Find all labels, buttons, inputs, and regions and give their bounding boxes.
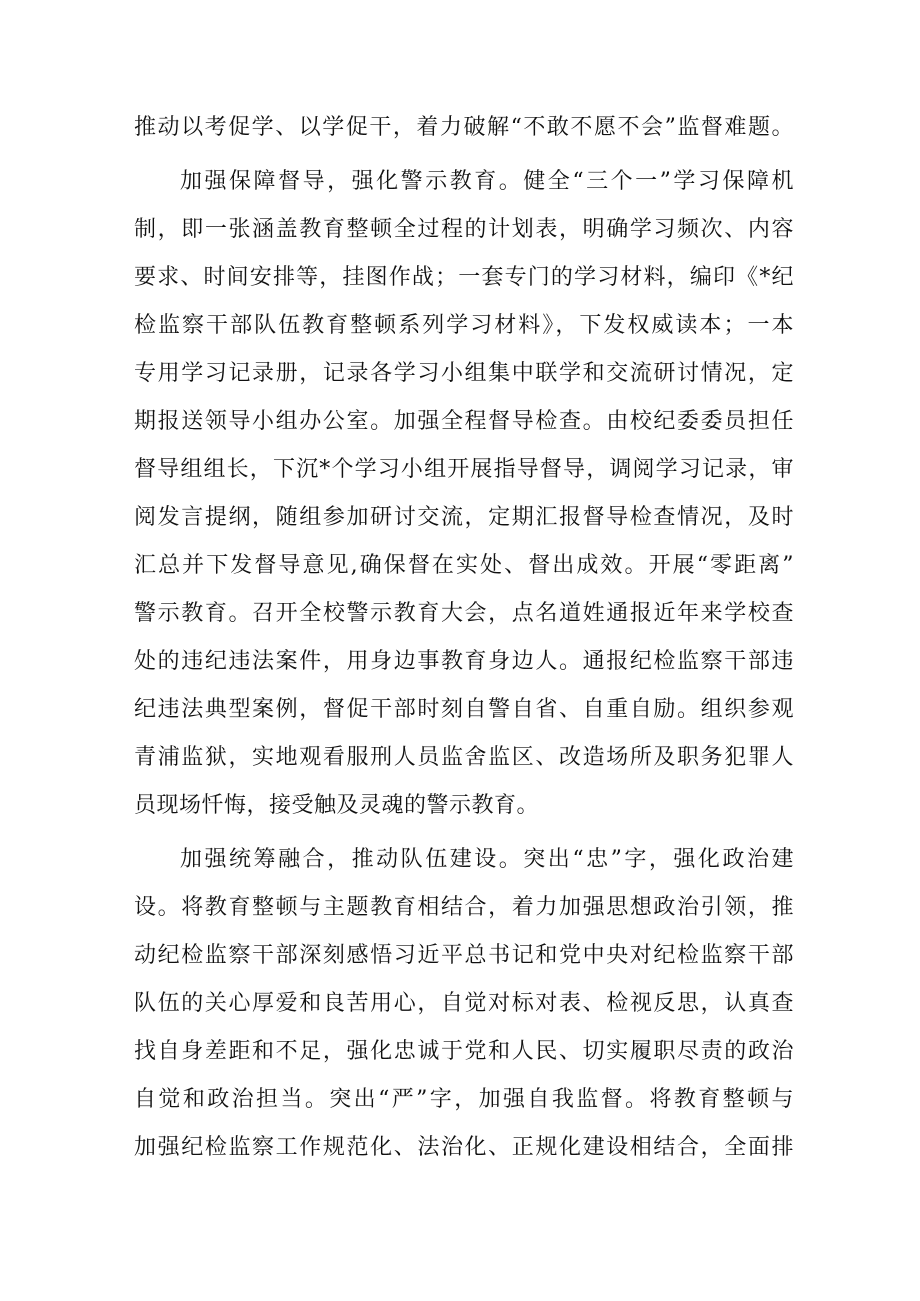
paragraph-start-line: 加强统筹融合，推动队伍建设。突出“忠”字，强化政治建	[180, 847, 794, 872]
text-line: 期报送领导小组办公室。加强全程督导检查。由校纪委委员担任	[134, 409, 794, 434]
text-line: 自觉和政治担当。突出“严”字，加强自我监督。将教育整顿与	[134, 1087, 794, 1112]
text-line: 处的违纪违法案件，用身边事教育身边人。通报纪检监察干部违	[134, 649, 794, 674]
text-line: 督导组组长，下沉*个学习小组开展指导督导，调阅学习记录，审	[134, 457, 794, 482]
text-line: 警示教育。召开全校警示教育大会，点名道姓通报近年来学校查	[134, 601, 794, 626]
text-line: 青浦监狱，实地观看服刑人员监舍监区、改造场所及职务犯罪人	[134, 745, 794, 770]
text-line: 加强纪检监察工作规范化、法治化、正规化建设相结合，全面排	[134, 1135, 794, 1160]
text-line: 检监察干部队伍教育整顿系列学习材料》，下发权威读本；一本	[134, 313, 794, 338]
text-line: 要求、时间安排等，挂图作战；一套专门的学习材料，编印《*纪	[134, 265, 794, 290]
text-line: 专用学习记录册，记录各学习小组集中联学和交流研讨情况，定	[134, 361, 794, 386]
text-line: 纪违法典型案例，督促干部时刻自警自省、自重自励。组织参观	[134, 697, 794, 722]
paragraph-end-line: 员现场忏悔，接受触及灵魂的警示教育。	[134, 793, 540, 818]
text-line: 队伍的关心厚爱和良苦用心，自觉对标对表、检视反思，认真查	[134, 991, 794, 1016]
text-line: 推动以考促学、以学促干，着力破解“不敢不愿不会”监督难题。	[134, 115, 794, 140]
text-line: 动纪检监察干部深刻感悟习近平总书记和党中央对纪检监察干部	[134, 943, 794, 968]
text-line: 找自身差距和不足，强化忠诚于党和人民、切实履职尽责的政治	[134, 1039, 794, 1064]
text-line: 阅发言提纲，随组参加研讨交流，定期汇报督导检查情况，及时	[134, 505, 794, 530]
text-line: 制，即一张涵盖教育整顿全过程的计划表，明确学习频次、内容	[134, 217, 794, 242]
text-line: 设。将教育整顿与主题教育相结合，着力加强思想政治引领，推	[134, 895, 794, 920]
paragraph-start-line: 加强保障督导，强化警示教育。健全“三个一”学习保障机	[180, 169, 794, 194]
text-line: 汇总并下发督导意见,确保督在实处、督出成效。开展“零距离”	[134, 553, 794, 578]
